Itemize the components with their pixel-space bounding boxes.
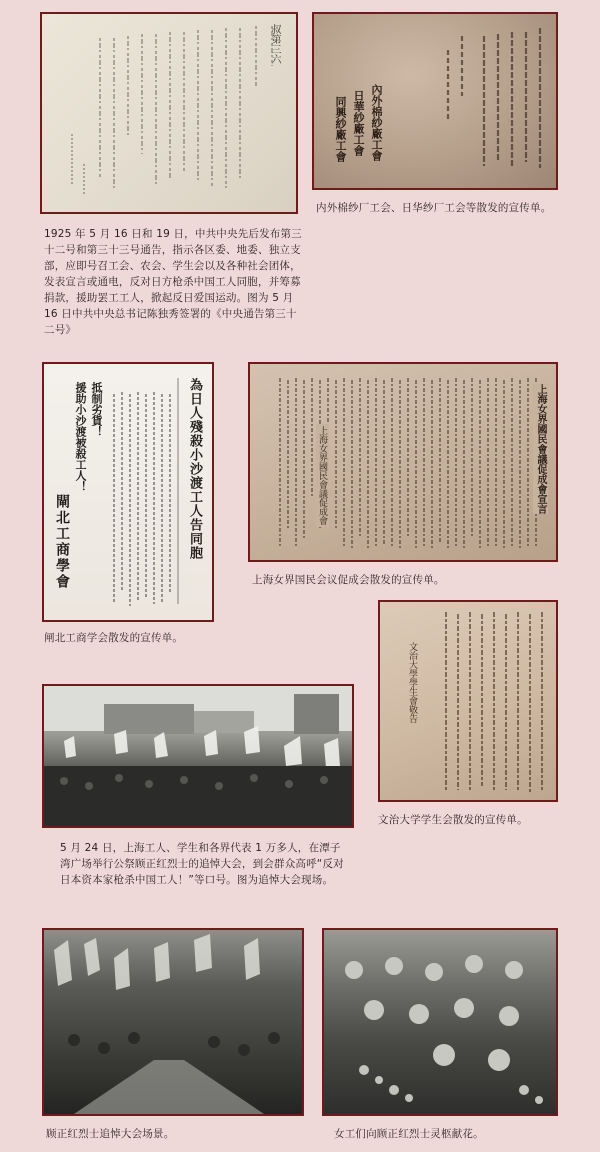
- photo-central-circular-32: [40, 12, 298, 214]
- caption-memorial-meeting: 5 月 24 日，上海工人、学生和各界代表 1 万多人，在潭子湾广场举行公祭顾正红烈士的追悼大会，到会群众高呼“反对日本资本家枪杀中国工人！”等口号。图为追悼大会现场。: [60, 842, 344, 886]
- caption-wenzhi-leaflet: 文治大学学生会散发的宣传单。: [378, 814, 528, 826]
- caption-memorial-scene: 顾正红烈士追悼大会场景。: [46, 1128, 175, 1140]
- letter-mark: 叔第三六: [269, 24, 280, 64]
- photo-memorial-meeting-square: [42, 684, 354, 828]
- womens-leaflet-texture: [250, 364, 556, 560]
- photo-memorial-scene: [42, 928, 304, 1116]
- zhabei-slogan-1: 抵制劣貨！: [90, 382, 103, 437]
- zhabei-slogan-2: 援助小沙渡被殺工人！: [74, 382, 87, 492]
- memorial-scene-crowd: [44, 930, 302, 1114]
- photo-zhabei-leaflet: [42, 362, 214, 622]
- memorial-crowd-scene: [44, 686, 352, 826]
- caption-womens-leaflet: 上海女界国民会议促成会散发的宣传单。: [252, 574, 445, 586]
- caption-zhabei-leaflet: 闸北工商学会散发的宣传单。: [44, 632, 184, 644]
- women-workers-crowd: [324, 930, 556, 1114]
- wenzhi-signature: 文治大學學生會敬告: [407, 642, 417, 723]
- mill-union-signature-3: 同興紗廠工會: [334, 96, 347, 162]
- photo-mill-union-leaflet: [312, 12, 558, 190]
- caption-mill-union-leaflet: 内外棉纱厂工会、日华纱厂工会等散发的宣传单。: [316, 202, 552, 214]
- zhabei-leaflet-title: 為日人殘殺小沙渡工人告同胞: [187, 378, 202, 560]
- zhabei-signature: 閘北工商學會: [54, 494, 70, 590]
- handwritten-letter-image: [42, 14, 296, 212]
- caption-central-circular: 1925 年 5 月 16 日和 19 日，中共中央先后发布第三十二号和第三十三号通告，指示各区委、地委、独立支部，应即号召工会、农会、学生会以及各种社会团体，发表宣言或通电，反对日方枪杀中国工人同胞，并筹募捐款，援助罢工工人，掀起反日爱国运动。图为 5 月 16 日中共中央总书记陈独秀签署的《中央通告第三十二号》: [44, 228, 302, 336]
- womens-leaflet-signature: 上海女界國民會議促成會: [317, 426, 327, 525]
- womens-leaflet-title: 上海女界國民會議促成會宣言: [535, 384, 546, 514]
- photo-women-workers-flowers: [322, 928, 558, 1116]
- mill-union-signature-1: 內外棉紗廠工會: [370, 84, 383, 161]
- photo-wenzhi-leaflet: [378, 600, 558, 802]
- caption-women-workers-flowers: 女工们向顾正红烈士灵柩献花。: [334, 1128, 484, 1140]
- mill-union-signature-2: 日華紗廠工會: [352, 90, 365, 156]
- photo-womens-leaflet: [248, 362, 558, 562]
